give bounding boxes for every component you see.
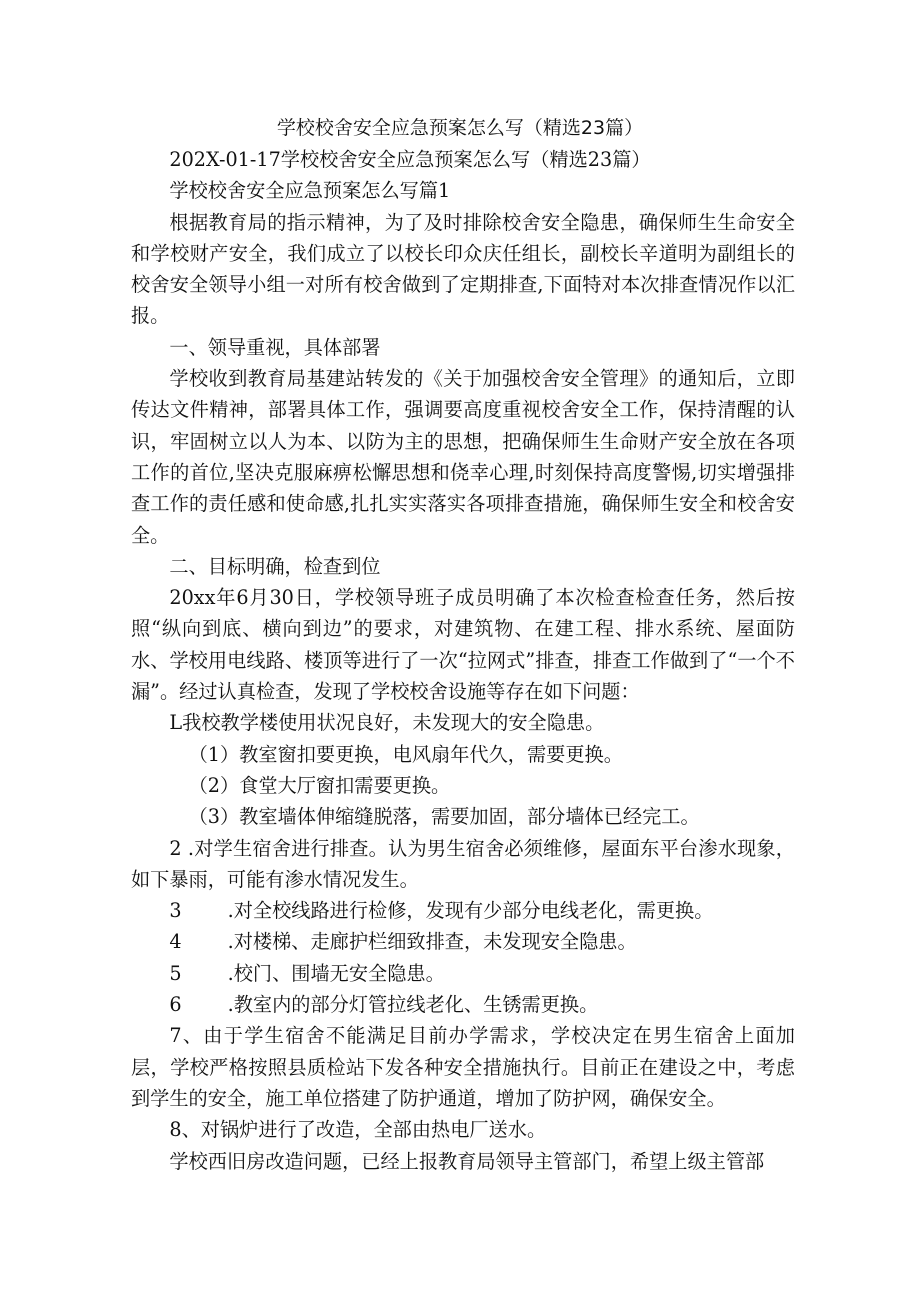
item-text: .对全校线路进行检修，发现有少部分电线老化，需更换。 xyxy=(227,899,714,923)
sub-item-2: （2）食堂大厅窗扣需要更换。 xyxy=(188,773,451,797)
item-number: 3 xyxy=(169,899,182,923)
item-number: 6 xyxy=(169,993,182,1017)
numbered-item xyxy=(131,989,795,1020)
sub-item-3: （3）教室墙体伸缩缝脱落，需要加固，部分墙体已经完工。 xyxy=(188,805,700,829)
publish-date-line: 202X-01-17学校校舍安全应急预案怎么写（精选23篇） xyxy=(169,148,651,171)
paragraph-deployment: 学校收到教育局基建站转发的《关于加强校舍安全管理》的通知后，立即传达文件精神，部署具体工作，强调要高度重视校舍安全工作，保持清醒的认识，牢固树立以人为本、以防为主的思想，把确保师生生命财产安全放在各项工作的首位,坚决克服麻痹松懈思想和侥幸心理,时刻保持高度警惕,切实增强排查工作的责任感和使命感,扎扎实实落实各项排查措施，确保师生安全和校舍安全。 xyxy=(131,367,795,547)
document-title: 学校校舍安全应急预案怎么写（精选23篇） xyxy=(276,117,644,139)
document-body xyxy=(131,144,795,1177)
item-boiler: 8、对锅炉进行了改造，全部由热电厂送水。 xyxy=(169,1118,547,1142)
numbered-item xyxy=(131,926,795,957)
item-text: .对楼梯、走廊护栏细致排查，未发现安全隐患。 xyxy=(227,930,637,954)
item-number: 5 xyxy=(169,961,182,985)
paragraph-inspection: 20xx年6月30日，学校领导班子成员明确了本次检查检查任务，然后按照“纵向到底、横向到边”的要求，对建筑物、在建工程、排水系统、屋面防水、学校用电线路、楼顶等进行了一次“拉网式”排查，排查工作做到了“一个不漏”。经过认真检查，发现了学校校舍设施等存在如下问题： xyxy=(131,586,795,704)
heading-leadership: 一、领导重视，具体部署 xyxy=(169,335,381,359)
item-teaching-building: L我校教学楼使用状况良好，未发现大的安全隐患。 xyxy=(169,711,605,735)
paragraph-intro: 根据教育局的指示精神，为了及时排除校舍安全隐患，确保师生生命安全和学校财产安全，我们成立了以校长印众庆任组长，副校长辛道明为副组长的校舍安全领导小组一对所有校舍做到了定期排查,下面特对本次排查情况作以汇报。 xyxy=(131,210,795,328)
item-dormitory-extension: 7、由于学生宿舍不能满足目前办学需求，学校决定在男生宿舍上面加层，学校严格按照县质检站下发各种安全措施执行。目前正在建设之中，考虑到学生的安全，施工单位搭建了防护通道，增加了防护网，确保安全。 xyxy=(131,1024,795,1110)
numbered-item xyxy=(131,895,795,926)
section-heading: 学校校舍安全应急预案怎么写篇1 xyxy=(169,179,451,203)
item-dormitory: 2 .对学生宿舍进行排查。认为男生宿舍必须维修，屋面东平台渗水现象，如下暴雨，可能有渗水情况发生。 xyxy=(131,836,795,891)
item-number: 4 xyxy=(169,930,182,954)
item-text: .校门、围墙无安全隐患。 xyxy=(227,961,445,985)
numbered-item xyxy=(131,958,795,989)
item-text: .教室内的部分灯管拉线老化、生锈需更换。 xyxy=(227,993,599,1017)
paragraph-old-building: 学校西旧房改造问题，已经上报教育局领导主管部门，希望上级主管部 xyxy=(169,1149,765,1173)
sub-item-1: （1）教室窗扣要更换，电风扇年代久，需要更换。 xyxy=(188,742,623,766)
heading-goals: 二、目标明确，检查到位 xyxy=(169,554,381,578)
